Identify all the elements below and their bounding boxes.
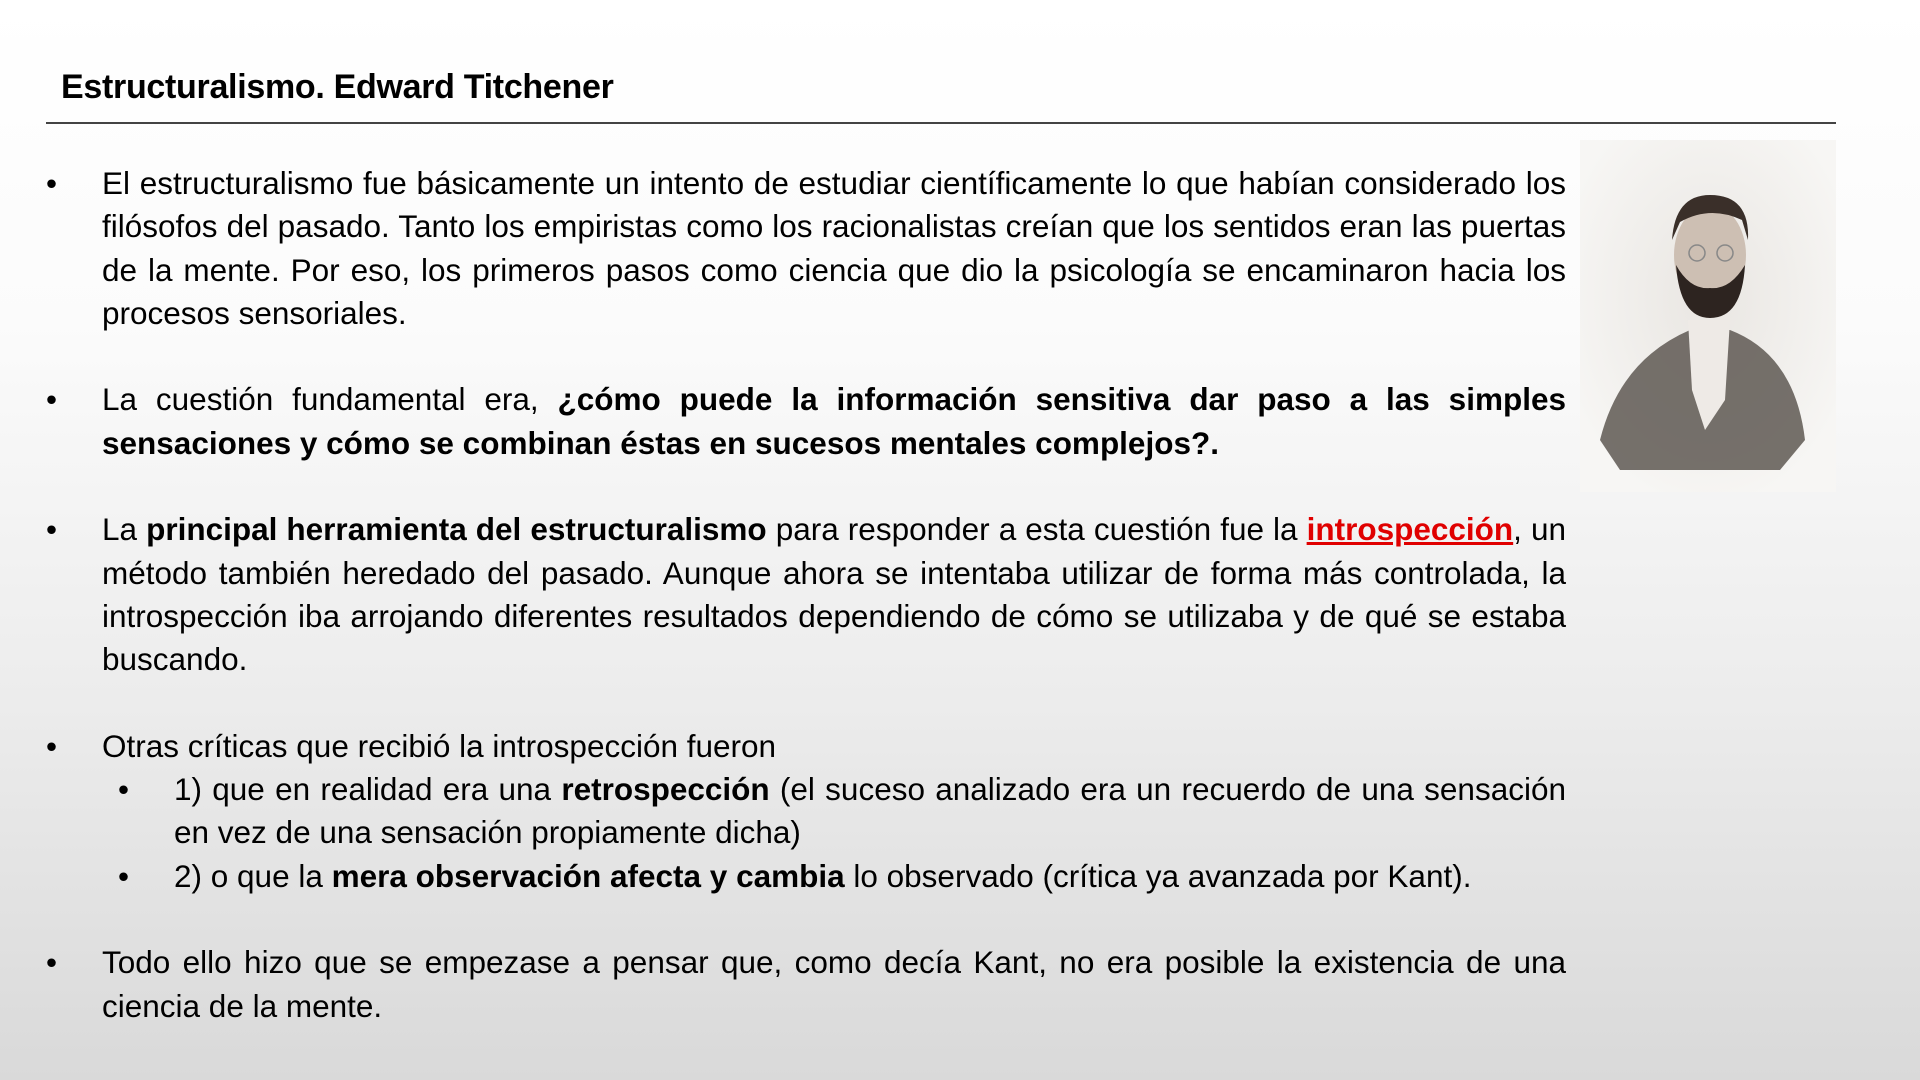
bullet-text: Todo ello hizo que se empezase a pensar que, como decía Kant, no era posible la existencia de una ciencia de la mente. xyxy=(102,944,1566,1024)
bullet-item xyxy=(46,162,1566,335)
bullet-bold-text: principal herramienta del estructuralismo xyxy=(146,511,767,548)
title-divider xyxy=(46,122,1836,124)
bullet-item xyxy=(46,725,1566,768)
bullet-icon: • xyxy=(46,381,58,418)
bullet-icon: • xyxy=(46,511,58,548)
bullet-text: La cuestión fundamental era, xyxy=(102,381,558,418)
bullet-icon: • xyxy=(118,771,130,808)
bullet-icon: • xyxy=(118,857,130,894)
introspeccion-link[interactable]: introspección xyxy=(1306,511,1514,548)
bullet-text: 2) o que la xyxy=(174,857,332,894)
slide-body xyxy=(46,162,1566,1071)
bullet-icon: • xyxy=(46,727,58,764)
bullet-text: , un método también heredado del pasado. Aunque ahora se intentaba utilizar de forma más controlada, la introspección iba arrojando diferentes resultados dependiendo de cómo se utilizaba y de qué se estaba buscando. xyxy=(102,511,1567,678)
sub-bullet-item xyxy=(46,768,1566,855)
bullet-item xyxy=(46,508,1566,681)
bullet-text: El estructuralismo fue básicamente un intento de estudiar científicamente lo que habían considerado los filósofos del pasado. Tanto los empiristas como los racionalistas creían que los sentidos eran las puertas de la mente. Por eso, los primeros pasos como ciencia que dio la psicología se encaminaron hacia los procesos sensoriales. xyxy=(102,165,1566,331)
bullet-icon: • xyxy=(46,165,58,201)
slide-title: Estructuralismo. Edward Titchener xyxy=(61,68,614,106)
bullet-text: La xyxy=(102,511,147,548)
bullet-icon: • xyxy=(46,944,58,981)
sub-bullet-item xyxy=(46,855,1566,898)
bullet-text: 1) que en realidad era una xyxy=(174,771,562,808)
bullet-text: Otras críticas que recibió la introspección fueron xyxy=(102,727,777,764)
portrait-image xyxy=(1580,140,1836,492)
bullet-bold-text: retrospección xyxy=(561,771,770,808)
bullet-item xyxy=(46,941,1566,1028)
bullet-text: lo observado (crítica ya avanzada por Kant). xyxy=(844,857,1472,894)
bullet-bold-text: mera observación afecta y cambia xyxy=(331,857,845,894)
bullet-bold-text: ¿cómo puede la información sensitiva dar paso a las simples sensaciones y cómo se combinan éstas en sucesos mentales complejos?. xyxy=(102,381,1566,461)
bullet-item xyxy=(46,378,1566,465)
bullet-text: para responder a esta cuestión fue la xyxy=(766,511,1307,548)
portrait-photo xyxy=(1580,140,1836,492)
bullet-text: (el suceso analizado era un recuerdo de una sensación en vez de una sensación propiamente dicha) xyxy=(174,771,1566,851)
